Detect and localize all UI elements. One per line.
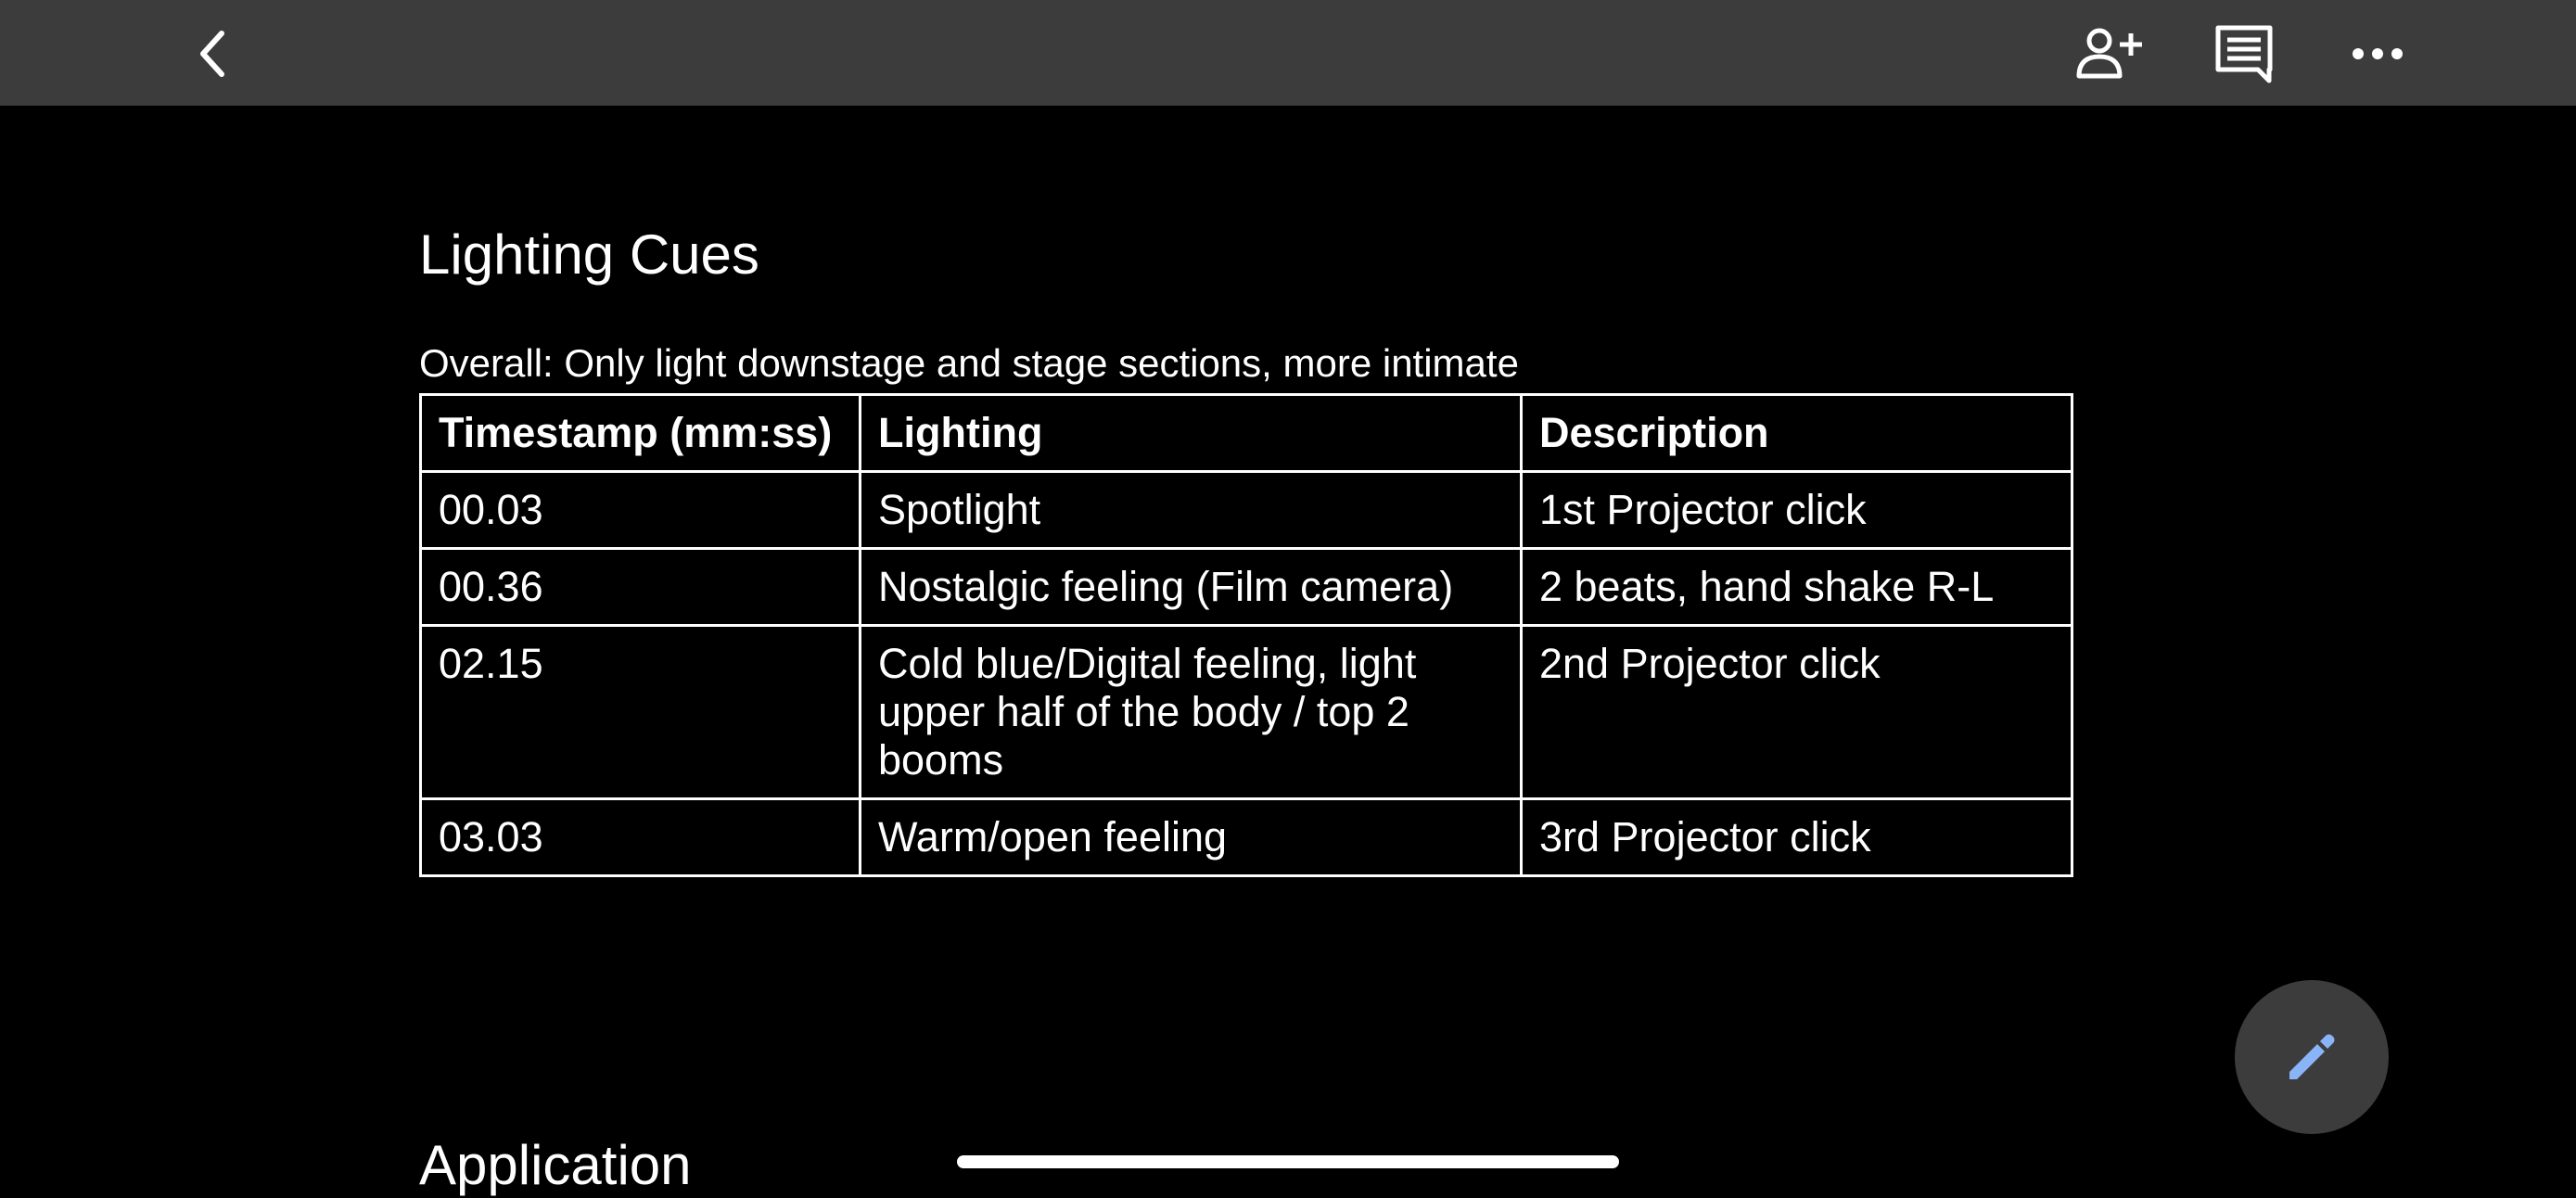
home-indicator[interactable] (957, 1155, 1619, 1168)
pencil-edit-icon (2282, 1027, 2341, 1087)
table-row (421, 549, 2072, 626)
header-lighting: Lighting (861, 395, 1522, 472)
cell-description: 1st Projector click (1522, 472, 2072, 549)
edit-fab-button[interactable] (2235, 980, 2389, 1134)
cell-description: 3rd Projector click (1522, 799, 2072, 876)
table-row (421, 472, 2072, 549)
section-heading-application: Application (419, 1134, 692, 1196)
table-header-row (421, 395, 2072, 472)
table-row (421, 799, 2072, 876)
cell-timestamp: 02.15 (421, 626, 861, 799)
cell-timestamp: 03.03 (421, 799, 861, 876)
comment-icon (2213, 23, 2275, 84)
share-add-person-button[interactable] (2073, 17, 2148, 91)
cell-lighting: Spotlight (861, 472, 1522, 549)
person-add-icon (2075, 26, 2146, 82)
cell-lighting: Warm/open feeling (861, 799, 1522, 876)
comment-button[interactable] (2207, 17, 2281, 91)
cell-timestamp: 00.36 (421, 549, 861, 626)
cell-timestamp: 00.03 (421, 472, 861, 549)
more-options-button[interactable] (2340, 17, 2415, 91)
overall-note: Overall: Only light downstage and stage sections, more intimate (419, 341, 1519, 385)
cell-lighting: Nostalgic feeling (Film camera) (861, 549, 1522, 626)
document-heading: Lighting Cues (419, 223, 759, 286)
top-toolbar (0, 0, 2576, 106)
chevron-left-icon (190, 26, 236, 82)
header-description: Description (1522, 395, 2072, 472)
table-row (421, 626, 2072, 799)
lighting-cues-table (419, 393, 2073, 877)
more-horizontal-icon (2350, 45, 2405, 63)
cell-description: 2nd Projector click (1522, 626, 2072, 799)
header-timestamp: Timestamp (mm:ss) (421, 395, 861, 472)
cell-lighting: Cold blue/Digital feeling, light upper half of the body / top 2 booms (861, 626, 1522, 799)
cell-description: 2 beats, hand shake R-L (1522, 549, 2072, 626)
back-button[interactable] (176, 17, 250, 91)
